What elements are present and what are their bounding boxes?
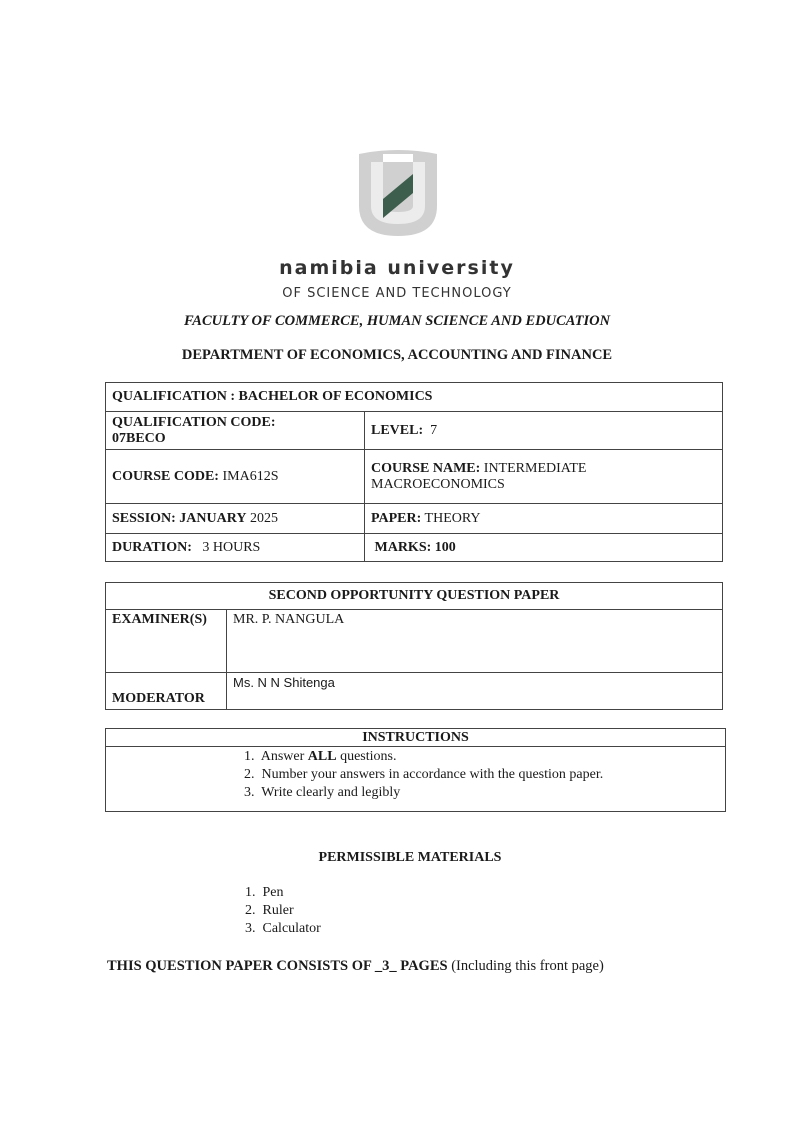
materials-title: PERMISSIBLE MATERIALS xyxy=(318,850,502,865)
faculty-title: FACULTY OF COMMERCE, HUMAN SCIENCE AND EDUCATION xyxy=(183,313,611,329)
instructions-title: INSTRUCTIONS xyxy=(106,729,725,747)
university-name: namibia university xyxy=(279,257,515,279)
materials-list xyxy=(245,884,321,938)
marks-cell: MARKS: 100 xyxy=(365,534,723,562)
qualification-code-cell: QUALIFICATION CODE: 07BECO xyxy=(106,412,365,450)
material-item: 1. Pen xyxy=(245,885,284,900)
moderator-label: MODERATOR xyxy=(106,673,227,710)
instruction-item: 3. Write clearly and legibly xyxy=(244,785,401,800)
instructions-list xyxy=(244,748,603,802)
qualification-cell: QUALIFICATION : BACHELOR OF ECONOMICS xyxy=(106,383,723,412)
paper-type-title: SECOND OPPORTUNITY QUESTION PAPER xyxy=(106,583,723,610)
course-name-cell: COURSE NAME: INTERMEDIATE MACROECONOMICS xyxy=(365,450,723,504)
university-subtitle: OF SCIENCE AND TECHNOLOGY xyxy=(282,286,512,301)
level-cell: LEVEL: 7 xyxy=(365,412,723,450)
department-title: DEPARTMENT OF ECONOMICS, ACCOUNTING AND FINANCE xyxy=(181,347,613,363)
examiner-name: MR. P. NANGULA xyxy=(227,610,723,673)
session-cell: SESSION: JANUARY 2025 xyxy=(106,504,365,534)
duration-cell: DURATION: 3 HOURS xyxy=(106,534,365,562)
instructions-box xyxy=(105,728,726,812)
instruction-item: 1. Answer ALL questions. xyxy=(244,749,397,764)
instruction-item: 2. Number your answers in accordance with the question paper. xyxy=(244,767,604,782)
page-count-note: THIS QUESTION PAPER CONSISTS OF _3_ PAGES (Including this front page) xyxy=(107,958,604,974)
material-item: 3. Calculator xyxy=(245,921,321,936)
course-code-cell: COURSE CODE: IMA612S xyxy=(106,450,365,504)
moderator-name: Ms. N N Shitenga xyxy=(227,673,723,710)
course-details-table xyxy=(105,382,723,562)
examiners-table xyxy=(105,582,723,710)
university-logo xyxy=(355,148,441,238)
paper-cell: PAPER: THEORY xyxy=(365,504,723,534)
examiner-label: EXAMINER(S) xyxy=(106,610,227,673)
material-item: 2. Ruler xyxy=(245,903,294,918)
